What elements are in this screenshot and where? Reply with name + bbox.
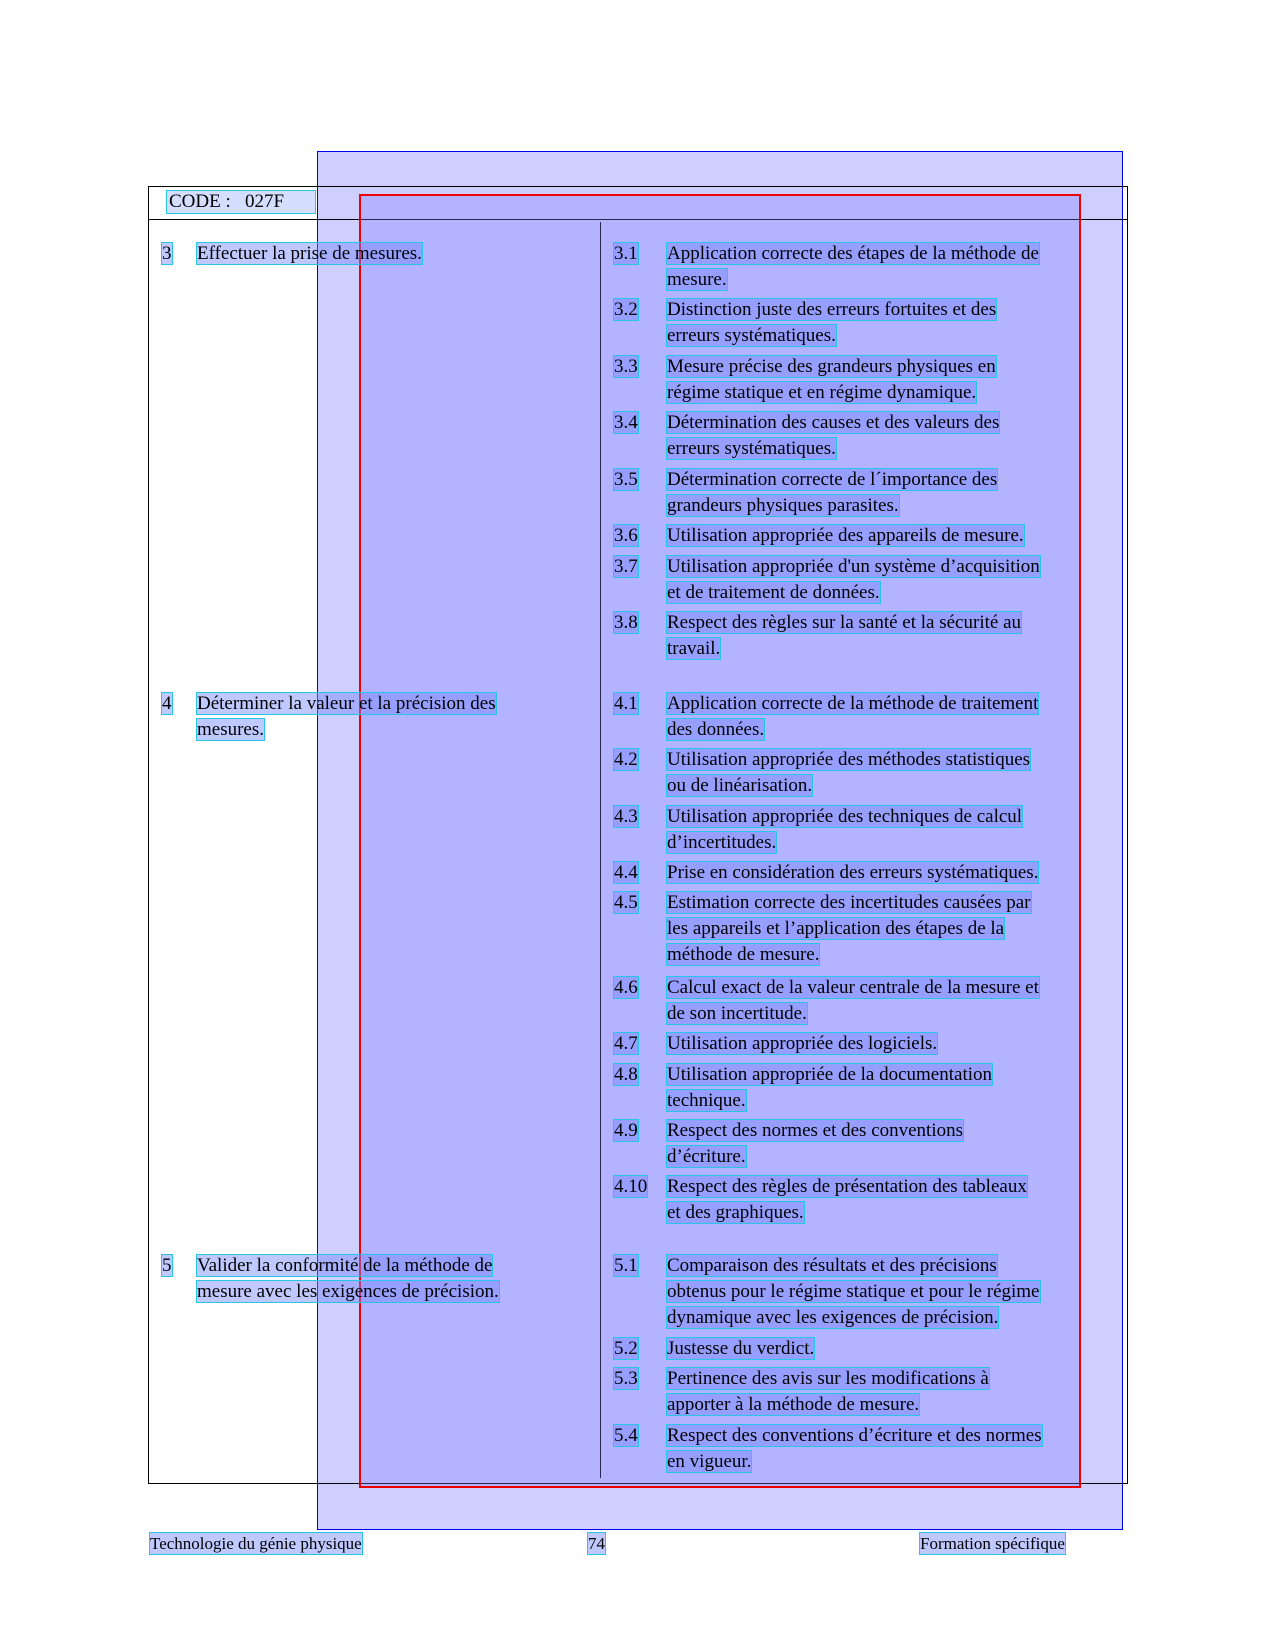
- criterion-number: 4.5: [614, 892, 638, 913]
- criterion-number: 3.4: [614, 412, 638, 433]
- criterion-text: Calcul exact de la valeur centrale de la mesure et: [667, 977, 1039, 998]
- competency-number: 5: [162, 1255, 172, 1276]
- criterion-number: 4.1: [614, 693, 638, 714]
- criterion-number: 4.4: [614, 862, 638, 883]
- competency-text: Déterminer la valeur et la précision des: [197, 693, 496, 714]
- criterion-text: Application correcte des étapes de la méthode de: [667, 243, 1039, 264]
- page-number: 74: [588, 1534, 605, 1553]
- criterion-text: Détermination des causes et des valeurs des: [667, 412, 1000, 433]
- criterion-number: 3.6: [614, 525, 638, 546]
- criterion-number: 4.6: [614, 977, 638, 998]
- criterion-text: Utilisation appropriée de la documentation: [667, 1064, 993, 1085]
- criterion-text: travail.: [667, 638, 721, 659]
- criterion-number: 3.7: [614, 556, 638, 577]
- competency-number: 3: [162, 243, 172, 264]
- competency-text: Valider la conformité de la méthode de: [197, 1255, 493, 1276]
- code-label: CODE :: [169, 191, 231, 212]
- criterion-text: Détermination correcte de l´importance des: [667, 469, 998, 490]
- criterion-text: Comparaison des résultats et des précisions: [667, 1255, 997, 1276]
- criterion-number: 3.8: [614, 612, 638, 633]
- code-header: [166, 190, 316, 214]
- criterion-text: apporter à la méthode de mesure.: [667, 1394, 920, 1415]
- competency-text: Effectuer la prise de mesures.: [197, 243, 422, 264]
- criterion-text: d’incertitudes.: [667, 832, 777, 853]
- criterion-text: ou de linéarisation.: [667, 775, 813, 796]
- criterion-text: dynamique avec les exigences de précision.: [667, 1307, 999, 1328]
- criterion-number: 4.2: [614, 749, 638, 770]
- criterion-text: obtenus pour le régime statique et pour le régime: [667, 1281, 1040, 1302]
- criterion-text: Respect des règles sur la santé et la sécurité au: [667, 612, 1021, 633]
- criterion-number: 3.3: [614, 356, 638, 377]
- criterion-text: erreurs systématiques.: [667, 438, 836, 459]
- competency-text: mesures.: [197, 719, 265, 740]
- criterion-text: grandeurs physiques parasites.: [667, 495, 899, 516]
- criterion-text: les appareils et l’application des étapes de la: [667, 918, 1005, 939]
- criterion-number: 4.7: [614, 1033, 638, 1054]
- criterion-text: Respect des règles de présentation des tableaux: [667, 1176, 1027, 1197]
- criterion-text: Utilisation appropriée des méthodes statistiques: [667, 749, 1031, 770]
- criterion-text: des données.: [667, 719, 765, 740]
- criterion-text: erreurs systématiques.: [667, 325, 836, 346]
- criterion-text: Utilisation appropriée des logiciels.: [667, 1033, 938, 1054]
- criterion-text: Estimation correcte des incertitudes causées par: [667, 892, 1031, 913]
- criterion-text: Utilisation appropriée des techniques de calcul: [667, 806, 1023, 827]
- criterion-text: d’écriture.: [667, 1146, 746, 1167]
- criterion-number: 5.1: [614, 1255, 638, 1276]
- competency-number: 4: [162, 693, 172, 714]
- criterion-number: 3.2: [614, 299, 638, 320]
- criterion-number: 3.1: [614, 243, 638, 264]
- criterion-text: Mesure précise des grandeurs physiques en: [667, 356, 996, 377]
- criterion-text: en vigueur.: [667, 1451, 752, 1472]
- criterion-text: technique.: [667, 1090, 746, 1111]
- criterion-text: Prise en considération des erreurs systématiques.: [667, 862, 1039, 883]
- competency-text: mesure avec les exigences de précision.: [197, 1281, 499, 1302]
- criterion-number: 4.9: [614, 1120, 638, 1141]
- criterion-text: et de traitement de données.: [667, 582, 880, 603]
- criterion-text: de son incertitude.: [667, 1003, 807, 1024]
- criterion-number: 5.4: [614, 1425, 638, 1446]
- criterion-text: et des graphiques.: [667, 1202, 804, 1223]
- criterion-text: Justesse du verdict.: [667, 1338, 815, 1359]
- criterion-number: 4.3: [614, 806, 638, 827]
- criterion-text: Respect des conventions d’écriture et des normes: [667, 1425, 1042, 1446]
- criterion-number: 4.8: [614, 1064, 638, 1085]
- criterion-text: Pertinence des avis sur les modifications à: [667, 1368, 989, 1389]
- criterion-text: régime statique et en régime dynamique.: [667, 382, 977, 403]
- criterion-number: 5.3: [614, 1368, 638, 1389]
- criterion-text: Distinction juste des erreurs fortuites et des: [667, 299, 997, 320]
- code-value: 027F: [245, 191, 285, 212]
- criterion-text: Utilisation appropriée des appareils de mesure.: [667, 525, 1024, 546]
- criterion-text: Respect des normes et des conventions: [667, 1120, 964, 1141]
- criterion-number: 4.10: [614, 1176, 648, 1197]
- criterion-text: Utilisation appropriée d'un système d’acquisition: [667, 556, 1040, 577]
- criterion-number: 5.2: [614, 1338, 638, 1359]
- criterion-number: 3.5: [614, 469, 638, 490]
- criterion-text: méthode de mesure.: [667, 944, 820, 965]
- footer-right: Formation spécifique: [920, 1534, 1065, 1553]
- criterion-text: mesure.: [667, 269, 727, 290]
- footer-left: Technologie du génie physique: [150, 1534, 362, 1553]
- criterion-text: Application correcte de la méthode de traitement: [667, 693, 1039, 714]
